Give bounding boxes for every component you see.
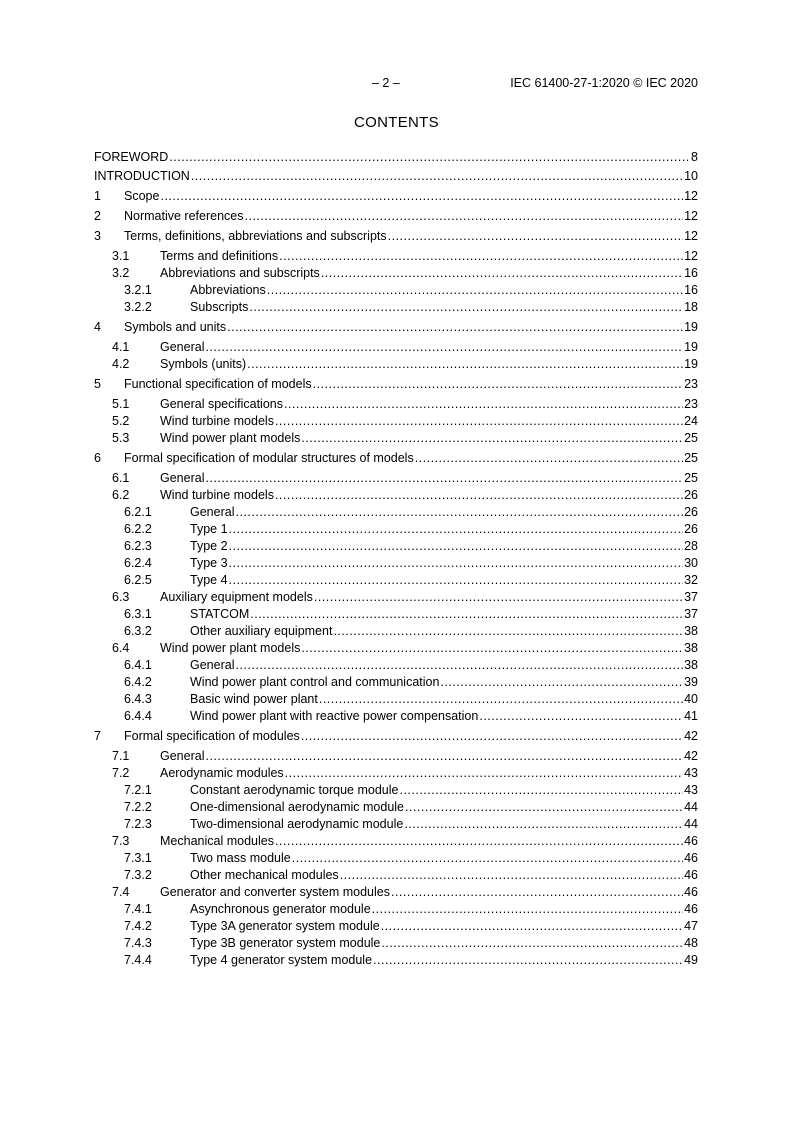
toc-entry-title: Wind power plant models [160,431,301,445]
toc-dot-leader [340,868,683,882]
toc-entry[interactable] [94,851,698,865]
toc-entry[interactable] [94,357,698,371]
toc-entry-number: 7.1 [112,749,130,763]
toc-dot-leader [333,624,683,638]
toc-entry[interactable] [94,505,698,519]
toc-dot-leader [275,834,683,848]
toc-entry-title: Wind power plant with reactive power compensation [190,709,479,723]
page-header [95,76,698,92]
toc-entry-page: 46 [684,851,698,865]
toc-entry-number: 5.3 [112,431,130,445]
toc-entry-page: 46 [684,834,698,848]
toc-entry[interactable] [94,397,698,411]
toc-entry-number: 7.3 [112,834,130,848]
toc-entry-title: Wind power plant control and communication [190,675,440,689]
toc-entry[interactable] [94,283,698,297]
toc-entry-page: 23 [684,377,698,391]
toc-entry[interactable] [94,590,698,604]
toc-entry-page: 42 [684,749,698,763]
toc-entry[interactable] [94,539,698,553]
toc-dot-leader [285,766,683,780]
toc-entry[interactable] [94,834,698,848]
toc-entry-title: Basic wind power plant [190,692,318,706]
toc-dot-leader [229,556,684,570]
toc-entry-title: General [190,658,235,672]
document-id: IEC 61400-27-1:2020 © IEC 2020 [510,76,698,90]
toc-entry-title: Terms and definitions [160,249,279,263]
toc-entry-number: 6.2.3 [124,539,152,553]
toc-entry-title: Subscripts [190,300,249,314]
toc-dot-leader [284,397,683,411]
toc-dot-leader [205,340,683,354]
toc-entry-page: 30 [684,556,698,570]
toc-entry-number: 7.3.2 [124,868,152,882]
toc-entry[interactable] [94,783,698,797]
toc-entry-title: General [160,471,205,485]
toc-entry[interactable] [94,607,698,621]
toc-entry-page: 12 [684,209,698,223]
toc-entry[interactable] [94,868,698,882]
toc-entry-page: 16 [684,283,698,297]
toc-dot-leader [314,590,683,604]
toc-entry-title: Functional specification of models [124,377,312,391]
toc-entry-number: 7.4 [112,885,130,899]
toc-entry-title: General [160,340,205,354]
toc-entry-page: 38 [684,624,698,638]
toc-entry[interactable] [94,522,698,536]
toc-entry-page: 8 [691,150,698,164]
toc-entry-number: 7.4.4 [124,953,152,967]
toc-dot-leader [399,783,683,797]
toc-entry-title: Other mechanical modules [190,868,339,882]
toc-dot-leader [205,471,683,485]
toc-entry-title: Asynchronous generator module [190,902,371,916]
toc-entry[interactable] [94,229,698,243]
toc-entry-page: 40 [684,692,698,706]
toc-entry[interactable] [94,189,698,203]
toc-entry-number: 6.3.2 [124,624,152,638]
page-number: – 2 – [372,76,400,90]
toc-entry[interactable] [94,709,698,723]
toc-entry[interactable] [94,624,698,638]
toc-entry-number: 3 [94,229,101,243]
toc-dot-leader [279,249,683,263]
toc-dot-leader [405,800,683,814]
toc-dot-leader [373,953,683,967]
toc-dot-leader [249,300,683,314]
toc-entry-title: General [160,749,205,763]
toc-entry-page: 38 [684,658,698,672]
toc-entry-number: 6.3 [112,590,130,604]
toc-entry[interactable] [94,169,698,183]
toc-dot-leader [229,539,684,553]
toc-entry-page: 47 [684,919,698,933]
toc-entry-number: 6 [94,451,101,465]
toc-entry-title: Symbols and units [124,320,227,334]
toc-dot-leader [381,919,683,933]
toc-entry[interactable] [94,766,698,780]
toc-dot-leader [415,451,683,465]
toc-entry-page: 23 [684,397,698,411]
toc-dot-leader [313,377,683,391]
toc-dot-leader [292,851,683,865]
toc-entry-title: Type 3B generator system module [190,936,381,950]
toc-entry[interactable] [94,266,698,280]
toc-entry[interactable] [94,800,698,814]
toc-entry[interactable] [94,675,698,689]
toc-entry-number: 6.2.1 [124,505,152,519]
toc-entry-page: 46 [684,868,698,882]
toc-dot-leader [229,522,684,536]
toc-entry[interactable] [94,488,698,502]
toc-entry-number: 3.2.2 [124,300,152,314]
toc-dot-leader [160,189,683,203]
toc-entry-title: Abbreviations and subscripts [160,266,320,280]
toc-entry-page: 46 [684,902,698,916]
toc-entry-title: Two-dimensional aerodynamic module [190,817,404,831]
toc-entry-title: Wind turbine models [160,414,274,428]
toc-entry-page: 10 [684,169,698,183]
toc-entry-title: Other auxiliary equipment [190,624,333,638]
toc-entry-page: 32 [684,573,698,587]
toc-entry-title: General [190,505,235,519]
toc-entry-page: 25 [684,471,698,485]
toc-entry-number: 2 [94,209,101,223]
toc-entry-number: 6.4.4 [124,709,152,723]
toc-entry-title: Auxiliary equipment models [160,590,313,604]
toc-entry-number: 3.1 [112,249,130,263]
toc-entry[interactable] [94,573,698,587]
toc-entry-page: 37 [684,590,698,604]
toc-dot-leader [372,902,683,916]
toc-entry-number: 7.2.1 [124,783,152,797]
toc-entry-number: 5.1 [112,397,130,411]
toc-entry-page: 39 [684,675,698,689]
toc-entry[interactable] [94,209,698,223]
toc-entry[interactable] [94,320,698,334]
toc-entry-page: 49 [684,953,698,967]
toc-entry-number: 3.2 [112,266,130,280]
toc-entry[interactable] [94,556,698,570]
page-title: CONTENTS [354,114,439,131]
toc-entry-title: Scope [124,189,160,203]
toc-dot-leader [321,266,683,280]
toc-entry-number: 7.4.1 [124,902,152,916]
toc-entry[interactable] [94,885,698,899]
toc-dot-leader [191,169,683,183]
toc-entry[interactable] [94,919,698,933]
toc-entry-title: Type 4 generator system module [190,953,373,967]
toc-entry-page: 46 [684,885,698,899]
toc-entry-number: 7.4.3 [124,936,152,950]
toc-entry-number: 5.2 [112,414,130,428]
toc-entry-title: Formal specification of modules [124,729,300,743]
toc-entry-number: 7.2.3 [124,817,152,831]
toc-entry-number: 6.1 [112,471,130,485]
toc-entry[interactable] [94,431,698,445]
toc-dot-leader [388,229,683,243]
toc-entry-page: 48 [684,936,698,950]
toc-entry[interactable] [94,340,698,354]
toc-entry-title: Abbreviations [190,283,266,297]
toc-entry-title: Wind turbine models [160,488,274,502]
toc-entry-page: 12 [684,249,698,263]
toc-entry-page: 28 [684,539,698,553]
toc-entry-number: 6.4 [112,641,130,655]
toc-entry[interactable] [94,377,698,391]
toc-dot-leader [205,749,683,763]
toc-entry-number: 1 [94,189,101,203]
toc-entry-page: 25 [684,451,698,465]
toc-entry-title: Constant aerodynamic torque module [190,783,399,797]
toc-entry-page: 42 [684,729,698,743]
toc-entry-number: 6.2 [112,488,130,502]
toc-entry[interactable] [94,692,698,706]
toc-entry-title: Generator and converter system modules [160,885,390,899]
toc-entry[interactable] [94,658,698,672]
toc-entry-page: 41 [684,709,698,723]
toc-dot-leader [229,573,684,587]
toc-entry-title: Wind power plant models [160,641,301,655]
toc-dot-leader [319,692,683,706]
toc-entry-number: 4 [94,320,101,334]
toc-entry-number: 7.4.2 [124,919,152,933]
toc-entry-number: 4.1 [112,340,130,354]
toc-dot-leader [267,283,683,297]
toc-entry-number: 6.2.4 [124,556,152,570]
toc-dot-leader [301,641,683,655]
toc-entry[interactable] [94,249,698,263]
toc-dot-leader [301,431,683,445]
toc-dot-leader [275,414,683,428]
table-of-contents [94,145,698,967]
toc-entry-page: 44 [684,800,698,814]
toc-dot-leader [245,209,684,223]
toc-entry[interactable] [94,953,698,967]
toc-entry-title: Symbols (units) [160,357,247,371]
toc-entry-page: 43 [684,783,698,797]
toc-entry[interactable] [94,150,698,164]
toc-entry-title: Type 4 [190,573,228,587]
toc-entry-page: 26 [684,505,698,519]
toc-entry-title: Type 2 [190,539,228,553]
toc-entry-number: 6.2.2 [124,522,152,536]
toc-entry[interactable] [94,451,698,465]
toc-entry-title: Formal specification of modular structures of models [124,451,414,465]
toc-entry-number: 6.3.1 [124,607,152,621]
toc-dot-leader [404,817,683,831]
toc-entry-title: Terms, definitions, abbreviations and subscripts [124,229,387,243]
toc-entry-number: 4.2 [112,357,130,371]
toc-entry[interactable] [94,936,698,950]
toc-entry-number: 6.2.5 [124,573,152,587]
toc-entry-number: 5 [94,377,101,391]
toc-dot-leader [275,488,683,502]
toc-entry-title: Normative references [124,209,244,223]
toc-entry-title: FOREWORD [94,150,169,164]
toc-entry-title: INTRODUCTION [94,169,190,183]
toc-entry-number: 3.2.1 [124,283,152,297]
toc-entry-page: 44 [684,817,698,831]
toc-entry-page: 19 [684,320,698,334]
toc-entry-number: 7 [94,729,101,743]
toc-entry-title: Type 3 [190,556,228,570]
toc-entry-page: 12 [684,229,698,243]
toc-entry-page: 19 [684,340,698,354]
toc-entry-title: Type 1 [190,522,228,536]
toc-entry-number: 7.2.2 [124,800,152,814]
toc-dot-leader [169,150,690,164]
toc-entry[interactable] [94,641,698,655]
toc-dot-leader [235,505,683,519]
toc-entry-page: 12 [684,189,698,203]
toc-entry-page: 38 [684,641,698,655]
toc-entry-title: Aerodynamic modules [160,766,284,780]
toc-dot-leader [479,709,683,723]
toc-dot-leader [247,357,683,371]
toc-entry[interactable] [94,817,698,831]
toc-entry-page: 43 [684,766,698,780]
toc-entry-page: 16 [684,266,698,280]
toc-dot-leader [227,320,683,334]
toc-entry-number: 7.2 [112,766,130,780]
toc-dot-leader [440,675,683,689]
toc-entry[interactable] [94,471,698,485]
toc-entry[interactable] [94,414,698,428]
toc-entry[interactable] [94,300,698,314]
toc-entry-page: 37 [684,607,698,621]
toc-dot-leader [381,936,683,950]
toc-entry-page: 19 [684,357,698,371]
toc-entry-title: STATCOM [190,607,250,621]
toc-dot-leader [301,729,683,743]
toc-entry-title: Mechanical modules [160,834,274,848]
toc-entry-number: 6.4.3 [124,692,152,706]
toc-entry-title: General specifications [160,397,283,411]
toc-entry-page: 24 [684,414,698,428]
toc-entry-page: 26 [684,488,698,502]
toc-dot-leader [235,658,683,672]
toc-dot-leader [391,885,683,899]
toc-entry-page: 26 [684,522,698,536]
toc-entry-title: Type 3A generator system module [190,919,380,933]
toc-entry-number: 6.4.1 [124,658,152,672]
toc-entry-page: 18 [684,300,698,314]
toc-entry-title: Two mass module [190,851,291,865]
toc-dot-leader [250,607,683,621]
toc-entry-page: 25 [684,431,698,445]
toc-entry[interactable] [94,749,698,763]
toc-entry-title: One-dimensional aerodynamic module [190,800,405,814]
toc-entry-number: 7.3.1 [124,851,152,865]
toc-entry[interactable] [94,902,698,916]
toc-entry-number: 6.4.2 [124,675,152,689]
toc-entry[interactable] [94,729,698,743]
